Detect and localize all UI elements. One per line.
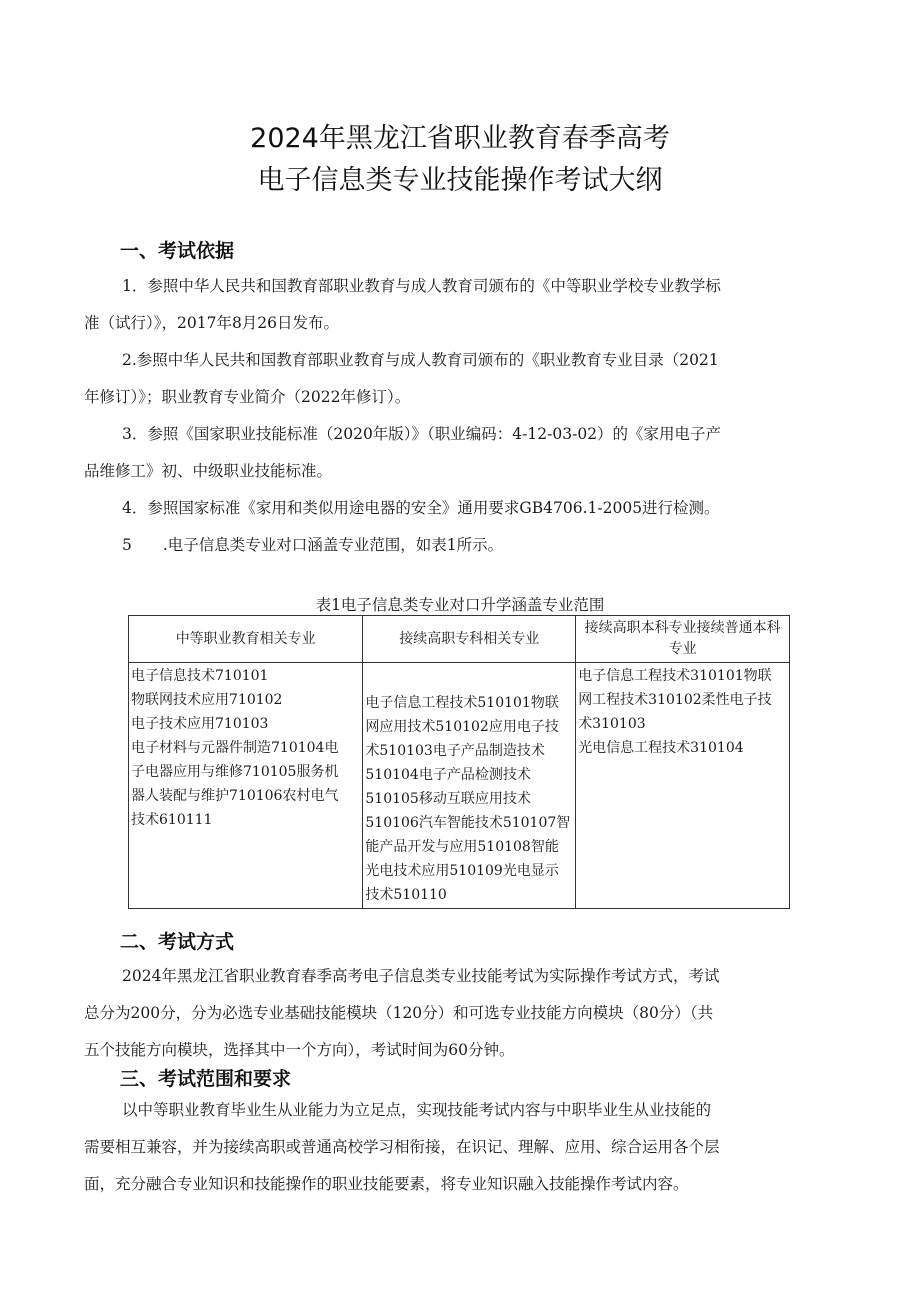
table-cell-undergraduate-majors: [576, 663, 790, 909]
table-cell-line: 技术510110: [365, 887, 447, 903]
table-cell-line: 电子材料与元器件制造710104电: [131, 740, 339, 756]
table-cell-vocational-majors: [363, 663, 576, 909]
table-cell-line: 网应用技术510102应用电子技: [365, 719, 559, 735]
exam-method-line: 2024年黑龙江省职业教育春季高考电子信息类专业技能考试为实际操作考试方式，考试: [122, 967, 720, 985]
table-caption: 表1电子信息类专业对口升学涵盖专业范围: [315, 596, 605, 614]
table-cell-line: 510104电子产品检测技术: [365, 767, 531, 783]
exam-method-line: 五个技能方向模块，选择其中一个方向），考试时间为60分钟。: [84, 1041, 515, 1059]
section1-heading: 一、考试依据: [120, 240, 235, 262]
table-cell-line: 510106汽车智能技术510107智: [365, 815, 571, 831]
table-cell-line: 子电器应用与维修710105服务机: [131, 764, 339, 780]
basis-item-1-line1: 1．参照中华人民共和国教育部职业教育与成人教育司颁布的《中等职业学校专业教学标: [122, 277, 721, 295]
section3-heading: 三、考试范围和要求: [120, 1068, 292, 1090]
table-cell-line: 术310103: [578, 716, 646, 732]
basis-item-3-line2: 品维修工》初、中级职业技能标准。: [84, 462, 333, 480]
section2-body: [84, 958, 842, 1069]
exam-scope-line: 面，充分融合专业知识和技能操作的职业技能要素，将专业知识融入技能操作考试内容。: [84, 1175, 689, 1193]
table-cell-line: 电子信息技术710101: [131, 668, 269, 684]
table-header-secondary: 中等职业教育相关专业: [129, 616, 363, 663]
table-cell-line: 电子信息工程技术310101物联: [578, 668, 772, 684]
table-cell-line: 器人装配与维护710106农村电气: [131, 788, 339, 804]
basis-item-5-line1: 5 .电子信息类专业对口涵盖专业范围，如表1所示。: [122, 536, 504, 554]
table-cell-line: 网工程技术310102柔性电子技: [578, 692, 772, 708]
basis-item-2-line1: 2.参照中华人民共和国教育部职业教育与成人教育司颁布的《职业教育专业目录（2021: [122, 351, 719, 369]
basis-item-4-line1: 4．参照国家标准《家用和类似用途电器的安全》通用要求GB4706.1-2005进行检测。: [122, 499, 720, 517]
exam-scope-line: 需要相互兼容，并为接续高职或普通高校学习相衔接，在识记、理解、应用、综合运用各个层: [84, 1138, 720, 1156]
table-header-row: [129, 616, 790, 663]
table-cell-line: 技术610111: [131, 812, 213, 828]
document-title-line2: 电子信息类专业技能操作考试大纲: [257, 165, 663, 196]
basis-item-3-line1: 3．参照《国家职业技能标准（2020年版）》（职业编码：4-12-03-02）的《家用电子产: [122, 425, 722, 443]
table-cell-line: 光电信息工程技术310104: [578, 740, 744, 756]
basis-item-2-line2: 年修订）》；职业教育专业简介（2022年修订）。: [84, 388, 411, 406]
table-cell-line: 光电技术应用510109光电显示: [365, 863, 559, 879]
exam-scope-line: 以中等职业教育毕业生从业能力为立足点，实现技能考试内容与中职毕业生从业技能的: [122, 1101, 712, 1119]
table-cell-secondary-majors: [129, 663, 363, 909]
table-header-undergraduate: 接续高职本科专业接续普通本科专业: [576, 616, 790, 663]
table-cell-line: 能产品开发与应用510108智能: [365, 839, 559, 855]
section3-body: [84, 1092, 842, 1203]
table-cell-line: 510105移动互联应用技术: [365, 791, 531, 807]
table-cell-line: 物联网技术应用710102: [131, 692, 283, 708]
basis-item-1-line2: 准（试行）》，2017年8月26日发布。: [84, 314, 340, 332]
table-cell-line: 电子技术应用710103: [131, 716, 269, 732]
section1-body: [84, 268, 842, 564]
document-title-line1: 2024年黑龙江省职业教育春季高考: [250, 123, 670, 154]
section2-heading: 二、考试方式: [120, 931, 235, 953]
table-cell-line: 电子信息工程技术510101物联: [365, 695, 559, 711]
table-cell-line: 术510103电子产品制造技术: [365, 743, 545, 759]
table-header-higher-vocational: 接续高职专科相关专业: [363, 616, 576, 663]
exam-method-line: 总分为200分，分为必选专业基础技能模块（120分）和可选专业技能方向模块（80分）（共: [84, 1004, 714, 1022]
major-scope-table: [128, 615, 790, 909]
table-row: [129, 663, 790, 909]
